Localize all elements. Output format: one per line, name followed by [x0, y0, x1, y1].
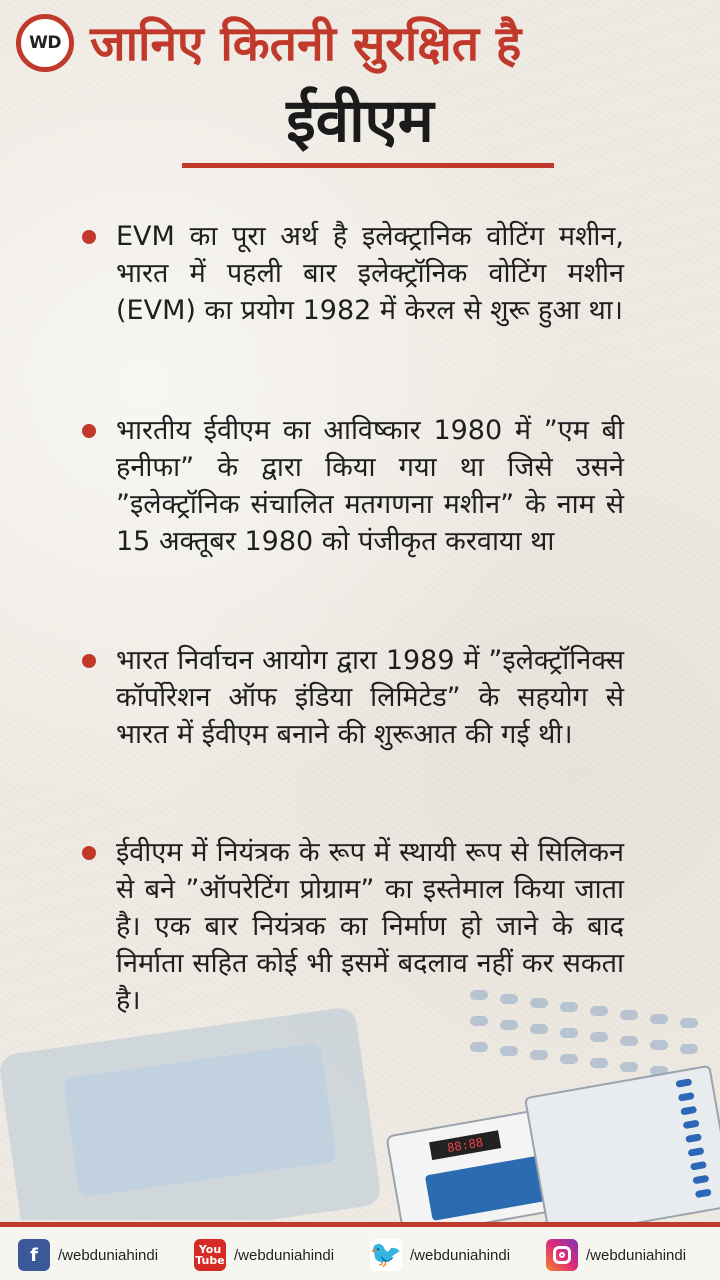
ballot-button-icon	[678, 1092, 695, 1102]
ballot-button-icon	[680, 1106, 697, 1116]
bullet-item	[84, 834, 624, 1019]
ballot-button-icon	[695, 1188, 712, 1198]
bullet-dot-icon	[82, 846, 96, 860]
title-underline	[182, 163, 554, 168]
background-dot	[560, 1054, 578, 1064]
background-dot	[650, 1040, 668, 1050]
background-dot	[500, 1020, 518, 1030]
bullet-text: EVM का पूरा अर्थ है इलेक्ट्रानिक वोटिंग मशीन, भारत में पहली बार इलेक्ट्रॉनिक वोटिंग मशीन (EVM) का प्रयोग 1982 में केरल से शुरू हुआ था।	[116, 221, 624, 326]
twitter-link[interactable]	[370, 1239, 510, 1271]
bullet-text: भारतीय ईवीएम का आविष्कार 1980 में ”एम बी हनीफा” के द्वारा किया गया था जिसे उसने ”इलेक्ट्रॉनिक संचालित मतगणना मशीन” के नाम से 15 अक्तूबर 1980 को पंजीकृत करवाया था	[116, 415, 624, 557]
background-dot	[530, 1024, 548, 1034]
bullet-item	[84, 412, 624, 560]
ballot-button-icon	[692, 1175, 709, 1185]
webdunia-logo[interactable]	[16, 14, 74, 72]
bullet-dot-icon	[82, 654, 96, 668]
ballot-button-icon	[690, 1161, 707, 1171]
background-dot	[650, 1014, 668, 1024]
logo-text: WD	[29, 33, 61, 53]
bullet-text: भारत निर्वाचन आयोग द्वारा 1989 में ”इलेक्ट्रॉनिक्स कॉर्पोरेशन ऑफ इंडिया लिमिटेड” के सहयोग से भारत में ईवीएम बनाने की शुरूआत की गई थी।	[116, 645, 624, 750]
evm-display: 88:88	[429, 1130, 501, 1160]
instagram-link[interactable]	[546, 1239, 686, 1271]
bullet-dot-icon	[82, 230, 96, 244]
page-title: जानिए कितनी सुरक्षित है	[90, 16, 522, 72]
evm-machine-illustration	[385, 1080, 720, 1225]
ballot-button-icon	[685, 1133, 702, 1143]
youtube-handle: /webduniahindi	[234, 1246, 335, 1264]
page-subtitle: ईवीएम	[286, 86, 434, 156]
evm-ballot-unit	[524, 1065, 720, 1240]
background-dot	[560, 1028, 578, 1038]
ballot-button-icon	[675, 1078, 692, 1088]
youtube-link[interactable]	[194, 1239, 334, 1271]
bullet-dot-icon	[82, 424, 96, 438]
twitter-handle: /webduniahindi	[410, 1246, 511, 1264]
bullet-item	[84, 218, 624, 329]
background-dot	[620, 1036, 638, 1046]
twitter-icon: 🐦	[369, 1240, 403, 1270]
bullet-text: ईवीएम में नियंत्रक के रूप में स्थायी रूप से सिलिकन से बने ”ऑपरेटिंग प्रोग्राम” का इस्तेमाल किया जाता है। एक बार नियंत्रक का निर्माण हो जाने के बाद निर्माता सहित कोई भी इसमें बदलाव नहीं कर सकता है।	[116, 837, 624, 1016]
instagram-handle: /webduniahindi	[586, 1246, 687, 1264]
background-dot	[590, 1032, 608, 1042]
bullet-item	[84, 642, 624, 753]
youtube-icon: You Tube	[194, 1239, 226, 1271]
facebook-link[interactable]	[18, 1239, 158, 1271]
background-dot	[530, 1050, 548, 1060]
facebook-handle: /webduniahindi	[58, 1246, 159, 1264]
background-dot	[470, 1042, 488, 1052]
ballot-button-icon	[688, 1147, 705, 1157]
background-dot	[500, 1046, 518, 1056]
instagram-icon	[546, 1239, 578, 1271]
social-footer	[0, 1227, 720, 1280]
evm-control-panel	[425, 1155, 551, 1221]
facebook-icon: f	[18, 1239, 50, 1271]
background-dot	[590, 1058, 608, 1068]
background-dot	[620, 1062, 638, 1072]
ballot-button-icon	[683, 1120, 700, 1130]
background-dot	[680, 1044, 698, 1054]
background-dot	[680, 1018, 698, 1028]
